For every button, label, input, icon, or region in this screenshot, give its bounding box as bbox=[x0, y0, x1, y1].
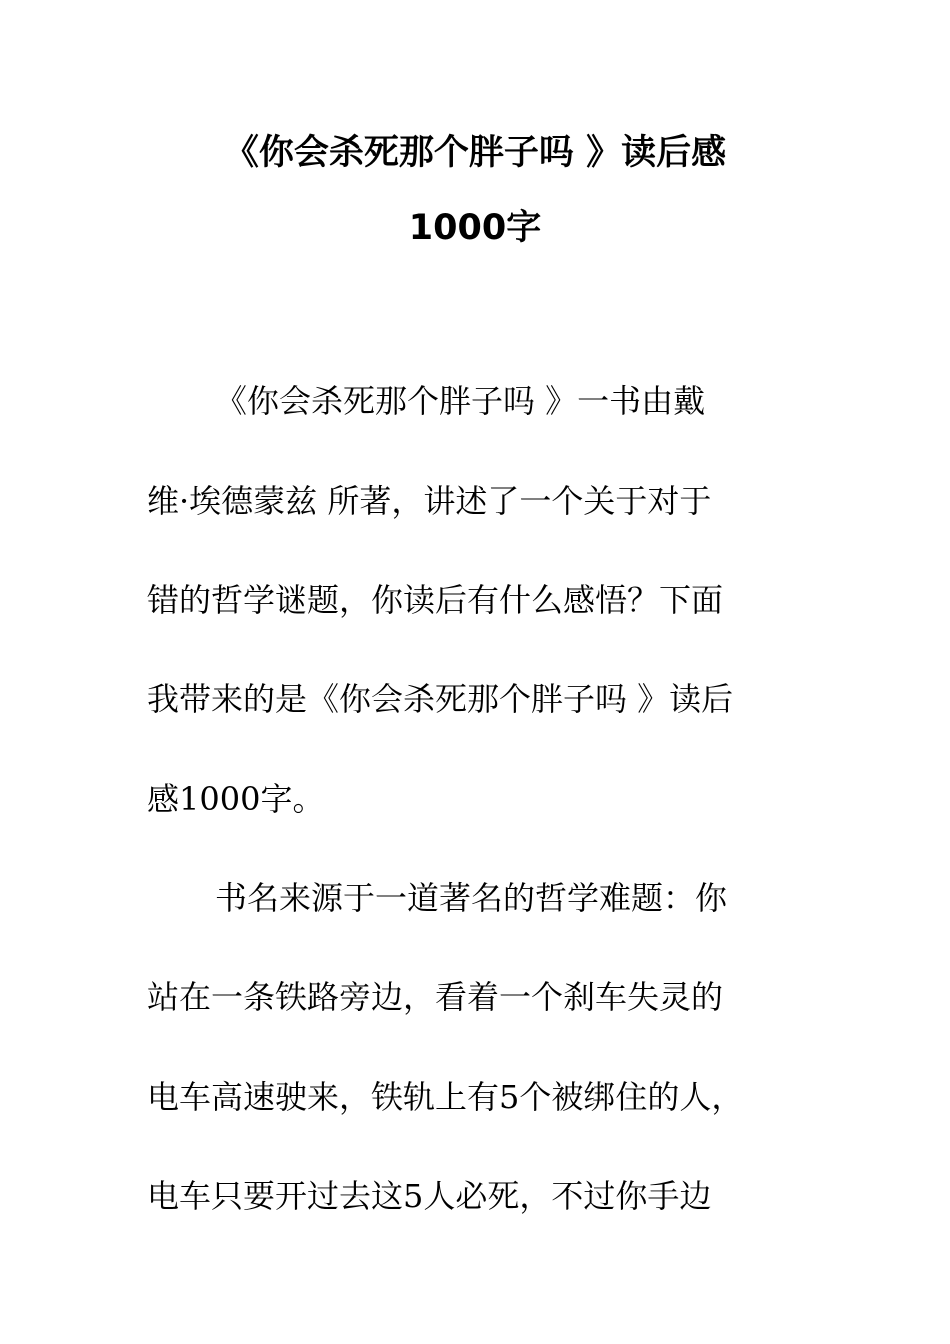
paragraph-2-line-3: 电车高速驶来，铁轨上有5个被绑住的人， bbox=[147, 1078, 744, 1116]
paragraph-2-line-2: 站在一条铁路旁边，看着一个刹车失灵的 bbox=[147, 978, 724, 1016]
paragraph-1-line-2: 维·埃德蒙兹 所著，讲述了一个关于对于 bbox=[147, 482, 712, 520]
paragraph-2-line-1: 书名来源于一道著名的哲学难题：你 bbox=[215, 879, 728, 917]
paragraph-1-line-5: 感1000字。 bbox=[147, 780, 325, 818]
paragraph-2-line-4: 电车只要开过去这5人必死，不过你手边 bbox=[147, 1177, 712, 1215]
paragraph-1-line-4: 我带来的是《你会杀死那个胖子吗 》读后 bbox=[147, 680, 734, 718]
paragraph-1-line-1: 《你会杀死那个胖子吗 》一书由戴 bbox=[215, 382, 706, 420]
page-title-line-2: 1000字 bbox=[408, 208, 542, 248]
paragraph-1-line-3: 错的哲学谜题，你读后有什么感悟？下面 bbox=[147, 581, 724, 619]
page-title-line-1: 《你会杀死那个胖子吗 》读后感 bbox=[223, 133, 727, 173]
